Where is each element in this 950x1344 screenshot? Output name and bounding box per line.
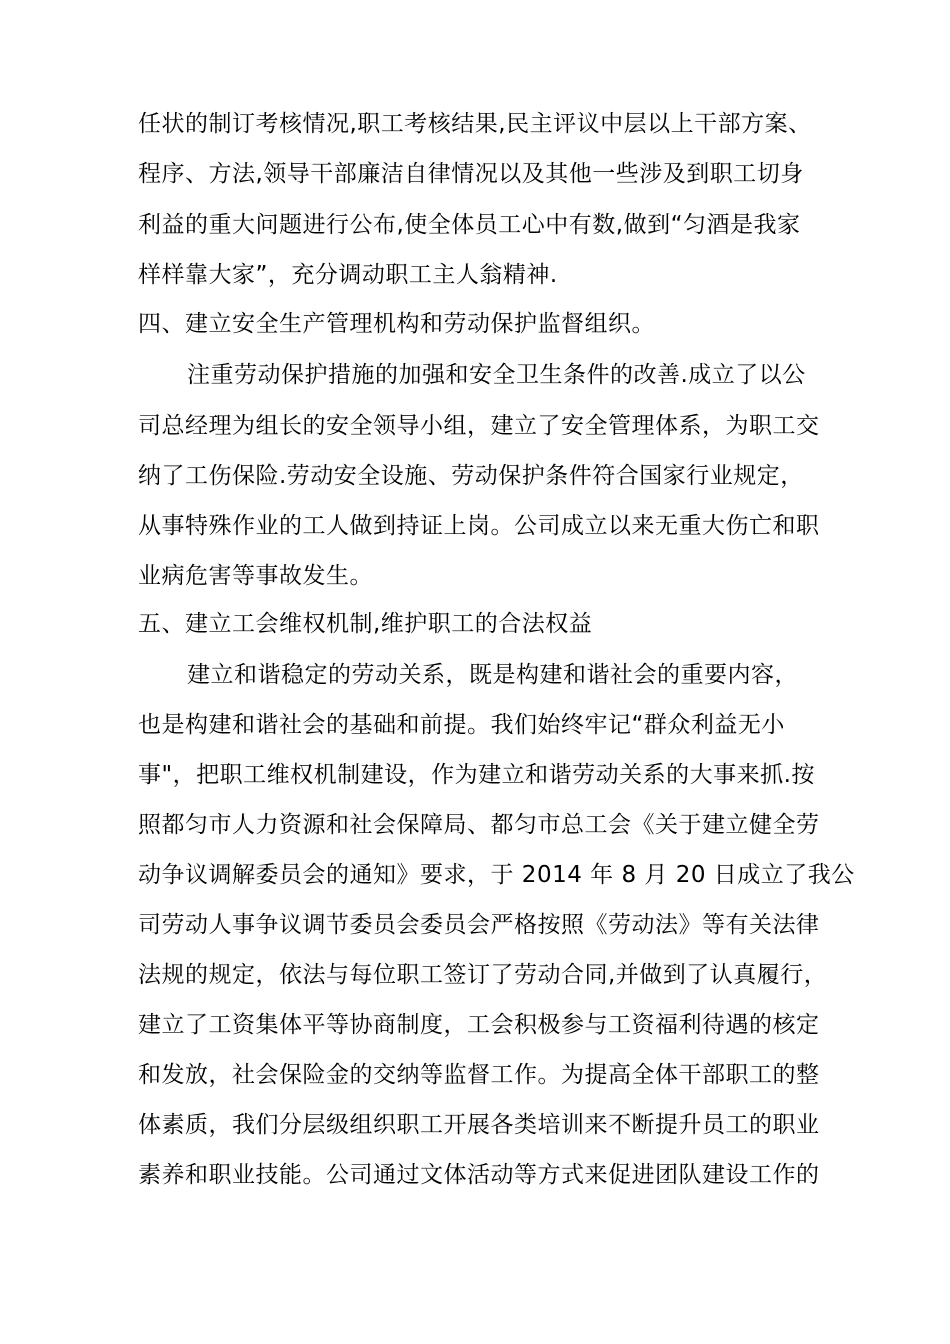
- section-heading: 五、建立工会维权机制,维护职工的合法权益: [138, 611, 593, 637]
- section-heading: 四、建立安全生产管理机构和劳动保护监督组织。: [138, 311, 655, 337]
- text-line: 照都匀市人力资源和社会保障局、都匀市总工会《关于建立健全劳: [138, 812, 820, 838]
- text-line: 建立和谐稳定的劳动关系，既是构建和谐社会的重要内容，: [187, 662, 798, 688]
- text-line: 动争议调解委员会的通知》要求，于 2014 年 8 月 20 日成立了我公: [138, 862, 855, 888]
- text-line: 业病危害等事故发生。: [138, 563, 373, 589]
- text-line: 体素质，我们分层级组织职工开展各类培训来不断提升员工的职业: [138, 1112, 820, 1138]
- text-line: 司总经理为组长的安全领导小组，建立了安全管理体系，为职工交: [138, 413, 820, 439]
- text-line: 注重劳动保护措施的加强和安全卫生条件的改善.成立了以公: [187, 362, 806, 388]
- text-line: 建立了工资集体平等协商制度，工会积极参与工资福利待遇的核定: [138, 1012, 820, 1038]
- text-line: 纳了工伤保险.劳动安全设施、劳动保护条件符合国家行业规定，: [138, 463, 804, 489]
- text-line: 利益的重大问题进行公布,使全体员工心中有数,做到“匀酒是我家: [138, 212, 801, 238]
- text-line: 样样靠大家”，充分调动职工主人翁精神.: [138, 262, 558, 288]
- text-line: 也是构建和谐社会的基础和前提。我们始终牢记“群众利益无小: [138, 712, 785, 738]
- text-line: 任状的制订考核情况,职工考核结果,民主评议中层以上干部方案、: [138, 111, 812, 137]
- text-line: 事"，把职工维权机制建设，作为建立和谐劳动关系的大事来抓.按: [138, 762, 815, 788]
- text-line: 法规的规定，依法与每位职工签订了劳动合同,并做到了认真履行，: [138, 962, 828, 988]
- text-line: 素养和职业技能。公司通过文体活动等方式来促进团队建设工作的: [138, 1162, 820, 1188]
- text-line: 程序、方法,领导干部廉洁自律情况以及其他一些涉及到职工切身: [138, 161, 804, 187]
- text-line: 司劳动人事争议调节委员会委员会严格按照《劳动法》等有关法律: [138, 912, 820, 938]
- text-line: 和发放，社会保险金的交纳等监督工作。为提高全体干部职工的整: [138, 1062, 820, 1088]
- text-line: 从事特殊作业的工人做到持证上岗。公司成立以来无重大伤亡和职: [138, 513, 820, 539]
